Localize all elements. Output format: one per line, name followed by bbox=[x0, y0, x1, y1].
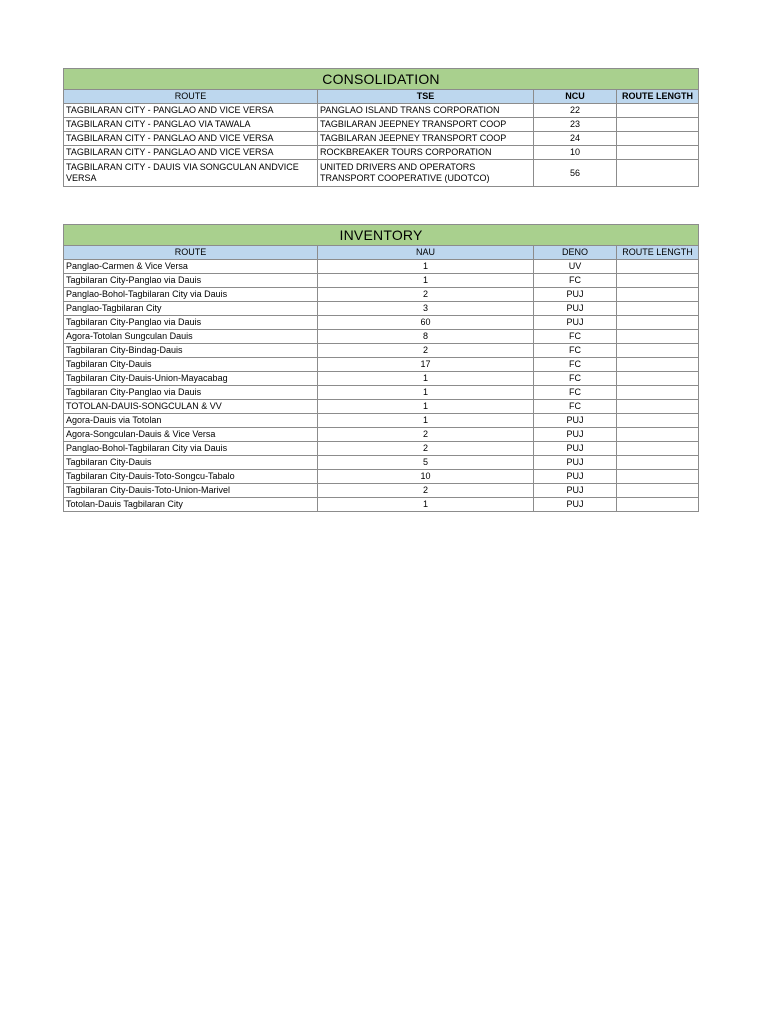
consolidation-title: CONSOLIDATION bbox=[64, 69, 699, 90]
ncu-cell: 23 bbox=[534, 118, 617, 132]
deno-cell: FC bbox=[534, 400, 617, 414]
deno-cell: PUJ bbox=[534, 428, 617, 442]
deno-cell: PUJ bbox=[534, 442, 617, 456]
route-cell: Tagbilaran City-Dauis bbox=[64, 456, 318, 470]
deno-cell: PUJ bbox=[534, 484, 617, 498]
nau-cell: 1 bbox=[318, 274, 534, 288]
deno-cell: PUJ bbox=[534, 288, 617, 302]
tse-cell: TAGBILARAN JEEPNEY TRANSPORT COOP bbox=[318, 118, 534, 132]
route-cell: Totolan-Dauis Tagbilaran City bbox=[64, 498, 318, 512]
route-cell: Panglao-Carmen & Vice Versa bbox=[64, 260, 318, 274]
table-row bbox=[64, 414, 699, 428]
table-row bbox=[64, 330, 699, 344]
nau-cell: 1 bbox=[318, 372, 534, 386]
route-length-cell bbox=[617, 344, 699, 358]
header-ncu: NCU bbox=[534, 90, 617, 104]
table-row bbox=[64, 372, 699, 386]
tse-cell: ROCKBREAKER TOURS CORPORATION bbox=[318, 146, 534, 160]
deno-cell: PUJ bbox=[534, 470, 617, 484]
route-length-cell bbox=[617, 118, 699, 132]
table-row bbox=[64, 344, 699, 358]
tse-cell: PANGLAO ISLAND TRANS CORPORATION bbox=[318, 104, 534, 118]
nau-cell: 8 bbox=[318, 330, 534, 344]
route-length-cell bbox=[617, 358, 699, 372]
nau-cell: 2 bbox=[318, 442, 534, 456]
route-length-cell bbox=[617, 470, 699, 484]
route-cell: Tagbilaran City-Dauis-Union-Mayacabag bbox=[64, 372, 318, 386]
route-cell: Tagbilaran City-Dauis-Toto-Union-Marivel bbox=[64, 484, 318, 498]
table-row bbox=[64, 442, 699, 456]
table-row bbox=[64, 146, 699, 160]
table-row bbox=[64, 302, 699, 316]
nau-cell: 1 bbox=[318, 386, 534, 400]
table-row bbox=[64, 428, 699, 442]
deno-cell: PUJ bbox=[534, 456, 617, 470]
header-route: ROUTE bbox=[64, 90, 318, 104]
nau-cell: 2 bbox=[318, 484, 534, 498]
inventory-table bbox=[63, 224, 699, 512]
header-route: ROUTE bbox=[64, 246, 318, 260]
nau-cell: 2 bbox=[318, 288, 534, 302]
inventory-title: INVENTORY bbox=[64, 225, 699, 246]
route-cell: Tagbilaran City-Panglao via Dauis bbox=[64, 316, 318, 330]
nau-cell: 1 bbox=[318, 414, 534, 428]
route-length-cell bbox=[617, 456, 699, 470]
route-cell: TAGBILARAN CITY - DAUIS VIA SONGCULAN ANDVICE VERSA bbox=[64, 160, 318, 187]
nau-cell: 60 bbox=[318, 316, 534, 330]
table-row bbox=[64, 400, 699, 414]
route-cell: Tagbilaran City-Dauis bbox=[64, 358, 318, 372]
route-length-cell bbox=[617, 400, 699, 414]
route-cell: Agora-Songculan-Dauis & Vice Versa bbox=[64, 428, 318, 442]
route-cell: Panglao-Bohol-Tagbilaran City via Dauis bbox=[64, 442, 318, 456]
table-row bbox=[64, 160, 699, 187]
deno-cell: UV bbox=[534, 260, 617, 274]
route-cell: TAGBILARAN CITY - PANGLAO AND VICE VERSA bbox=[64, 104, 318, 118]
route-cell: TAGBILARAN CITY - PANGLAO AND VICE VERSA bbox=[64, 146, 318, 160]
route-length-cell bbox=[617, 498, 699, 512]
tse-cell: TAGBILARAN JEEPNEY TRANSPORT COOP bbox=[318, 132, 534, 146]
route-length-cell bbox=[617, 316, 699, 330]
route-length-cell bbox=[617, 414, 699, 428]
tse-cell: UNITED DRIVERS AND OPERATORS TRANSPORT COOPERATIVE (UDOTCO) bbox=[318, 160, 534, 187]
table-row bbox=[64, 470, 699, 484]
route-cell: TOTOLAN-DAUIS-SONGCULAN & VV bbox=[64, 400, 318, 414]
nau-cell: 2 bbox=[318, 428, 534, 442]
route-cell: Agora-Dauis via Totolan bbox=[64, 414, 318, 428]
route-length-cell bbox=[617, 160, 699, 187]
route-cell: TAGBILARAN CITY - PANGLAO VIA TAWALA bbox=[64, 118, 318, 132]
route-length-cell bbox=[617, 104, 699, 118]
route-length-cell bbox=[617, 274, 699, 288]
header-route-length: ROUTE LENGTH bbox=[617, 90, 699, 104]
nau-cell: 1 bbox=[318, 260, 534, 274]
deno-cell: FC bbox=[534, 344, 617, 358]
route-cell: Tagbilaran City-Panglao via Dauis bbox=[64, 386, 318, 400]
nau-cell: 10 bbox=[318, 470, 534, 484]
deno-cell: FC bbox=[534, 386, 617, 400]
ncu-cell: 56 bbox=[534, 160, 617, 187]
route-length-cell bbox=[617, 132, 699, 146]
route-length-cell bbox=[617, 302, 699, 316]
route-cell: TAGBILARAN CITY - PANGLAO AND VICE VERSA bbox=[64, 132, 318, 146]
deno-cell: PUJ bbox=[534, 316, 617, 330]
table-row bbox=[64, 132, 699, 146]
ncu-cell: 24 bbox=[534, 132, 617, 146]
deno-cell: PUJ bbox=[534, 414, 617, 428]
consolidation-table bbox=[63, 68, 699, 187]
route-length-cell bbox=[617, 146, 699, 160]
header-nau: NAU bbox=[318, 246, 534, 260]
route-length-cell bbox=[617, 442, 699, 456]
deno-cell: PUJ bbox=[534, 498, 617, 512]
nau-cell: 17 bbox=[318, 358, 534, 372]
header-route-length: ROUTE LENGTH bbox=[617, 246, 699, 260]
table-row bbox=[64, 386, 699, 400]
table-row bbox=[64, 118, 699, 132]
nau-cell: 5 bbox=[318, 456, 534, 470]
route-cell: Tagbilaran City-Panglao via Dauis bbox=[64, 274, 318, 288]
ncu-cell: 10 bbox=[534, 146, 617, 160]
table-row bbox=[64, 288, 699, 302]
nau-cell: 3 bbox=[318, 302, 534, 316]
route-cell: Panglao-Bohol-Tagbilaran City via Dauis bbox=[64, 288, 318, 302]
route-length-cell bbox=[617, 330, 699, 344]
ncu-cell: 22 bbox=[534, 104, 617, 118]
nau-cell: 1 bbox=[318, 498, 534, 512]
route-length-cell bbox=[617, 428, 699, 442]
route-cell: Tagbilaran City-Dauis-Toto-Songcu-Tabalo bbox=[64, 470, 318, 484]
table-row bbox=[64, 456, 699, 470]
route-length-cell bbox=[617, 484, 699, 498]
nau-cell: 1 bbox=[318, 400, 534, 414]
table-row bbox=[64, 498, 699, 512]
header-tse: TSE bbox=[318, 90, 534, 104]
deno-cell: PUJ bbox=[534, 302, 617, 316]
deno-cell: FC bbox=[534, 330, 617, 344]
route-length-cell bbox=[617, 288, 699, 302]
route-length-cell bbox=[617, 260, 699, 274]
route-length-cell bbox=[617, 386, 699, 400]
route-length-cell bbox=[617, 372, 699, 386]
deno-cell: FC bbox=[534, 358, 617, 372]
route-cell: Agora-Totolan Sungculan Dauis bbox=[64, 330, 318, 344]
table-row bbox=[64, 484, 699, 498]
table-row bbox=[64, 358, 699, 372]
route-cell: Panglao-Tagbilaran City bbox=[64, 302, 318, 316]
table-row bbox=[64, 104, 699, 118]
header-deno: DENO bbox=[534, 246, 617, 260]
deno-cell: FC bbox=[534, 372, 617, 386]
table-row bbox=[64, 274, 699, 288]
table-row bbox=[64, 316, 699, 330]
route-cell: Tagbilaran City-Bindag-Dauis bbox=[64, 344, 318, 358]
deno-cell: FC bbox=[534, 274, 617, 288]
nau-cell: 2 bbox=[318, 344, 534, 358]
table-row bbox=[64, 260, 699, 274]
